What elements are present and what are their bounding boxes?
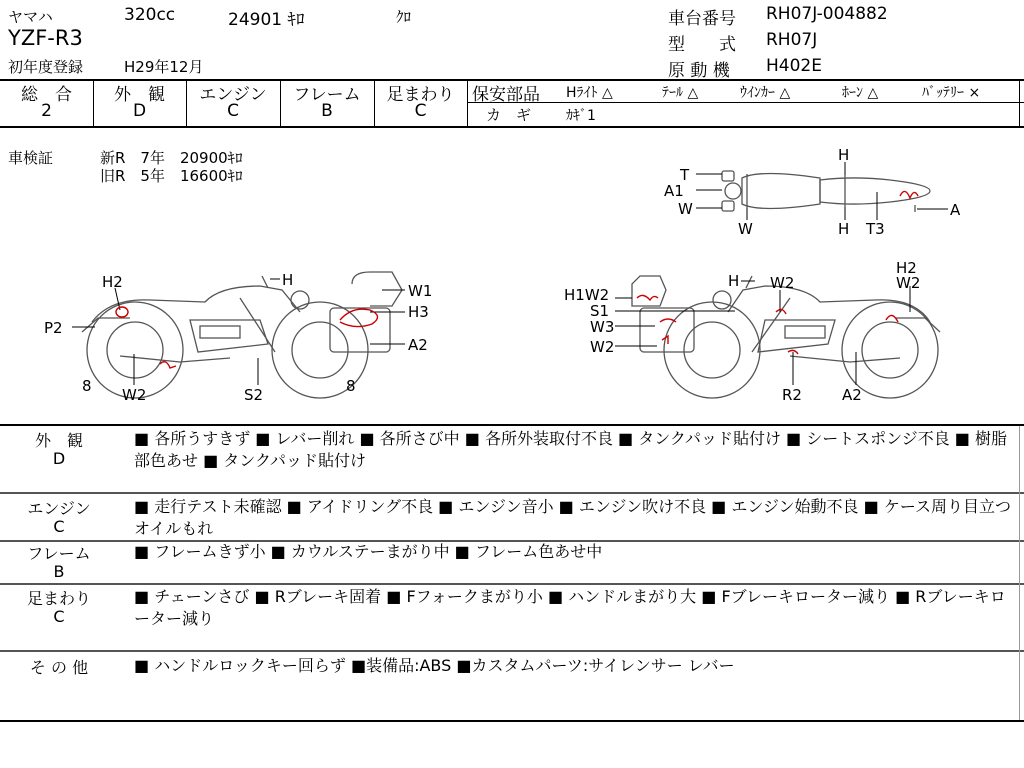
grade-frame-label: フレーム [293,85,361,105]
diagram-label: R2 [782,386,802,404]
diagram-label: W2 [896,274,921,292]
grade-suspension-label: 足まわり [386,85,455,105]
diagram-label: H [728,272,740,290]
diagram-label: H2 [102,273,123,291]
frame-number-value: RH07J-004882 [766,4,888,24]
inspection-label: 車検証 [8,149,54,167]
diagram-label: A [950,201,961,219]
engine-model-label: 原 動 機 [668,61,730,81]
key-label: カ ギ [486,106,532,124]
diagram-label: H2 [896,259,917,277]
inspection-old: 旧R 5年 16600ｷﾛ [100,167,243,185]
diagram-label: 8 [346,377,356,395]
safety-item-tail: ﾃｰﾙ △ [662,85,699,101]
grade-overall-label: 総 合 [21,85,72,105]
safety-item-headlight: Hﾗｲﾄ △ [566,85,613,101]
safety-item-winker: ｳｲﾝｶｰ △ [740,85,791,101]
diagram-label: H [838,146,850,164]
diagram-label: H [838,220,850,238]
type-value: RH07J [766,30,818,50]
diagram-label: T [680,166,690,184]
safety-item-horn: ﾎｰﾝ △ [842,85,879,101]
grade-engine-value: C [227,101,239,121]
section-frame-grade: B [53,562,65,581]
section-other-title: そ の 他 [29,658,89,677]
right-side-bike [632,276,940,398]
diagram-label: 8 [82,377,92,395]
diagram-label: H1W2 [564,286,610,304]
key-value: ｶｷﾞ1 [566,108,596,124]
displacement: 320cc [124,5,176,25]
grade-suspension-value: C [414,101,427,121]
section-engine-grade: C [53,517,65,536]
diagram-label: A2 [842,386,862,404]
type-label: 型 式 [668,35,736,55]
section-engine-text: ■ 走行テスト未確認 ■ アイドリング不良 ■ エンジン音小 ■ エンジン吹け不良 ■ エンジン始動不良 ■ ケース周り目立つオイルもれ [134,497,1012,538]
diagram-label: W [678,200,693,218]
diagram-label: A1 [664,182,684,200]
model-name: YZF-R3 [8,26,83,50]
section-suspension-grade: C [53,607,65,626]
safety-parts-label: 保安部品 [472,85,540,105]
diagram-label: S1 [590,302,610,320]
top-view-bike [722,171,930,212]
color: ｸﾛ [396,8,412,26]
section-exterior-title: 外 観 [34,431,83,450]
diagram-label: W2 [122,386,147,404]
diagram-label: W2 [770,274,795,292]
grade-engine-label: エンジン [199,85,267,105]
section-engine-title: エンジン [27,499,91,518]
inspection-new: 新R 7年 20900ｷﾛ [100,149,243,167]
grade-overall-value: 2 [41,101,52,121]
maker: ヤマハ [8,8,53,26]
safety-item-battery: ﾊﾞｯﾃﾘｰ × [922,85,981,101]
diagram-label: W3 [590,318,615,336]
diagram-label: W2 [590,338,615,356]
grade-exterior-value: D [132,101,147,121]
mileage: 24901 ｷﾛ [228,10,305,30]
diagram-label: A2 [408,336,428,354]
diagram-label: T3 [866,220,885,238]
diagram-label: P2 [44,319,63,337]
diagram-label: W [738,220,753,238]
diagram-label: W1 [408,282,433,300]
first-registration-value: H29年12月 [124,58,204,76]
damage-marks [116,191,921,368]
section-exterior-text: ■ 各所うすきず ■ レバー削れ ■ 各所さび中 ■ 各所外装取付不良 ■ タンクパッド貼付け ■ シートスポンジ不良 ■ 樹脂部色あせ ■ タンクパッド貼付け [134,429,1007,470]
engine-model-value: H402E [766,56,822,76]
diagram-label: S2 [244,386,264,404]
section-suspension-title: 足まわり [26,589,91,608]
section-frame-title: フレーム [27,544,91,563]
section-suspension-text: ■ チェーンさび ■ Rブレーキ固着 ■ Fフォークまがり小 ■ ハンドルまがり大 ■ Fブレーキローター減り ■ Rブレーキローター減り [134,587,1006,628]
section-exterior-grade: D [52,449,66,468]
grade-exterior-label: 外 観 [114,85,165,105]
section-frame-text: ■ フレームきず小 ■ カウルステーまがり中 ■ フレーム色あせ中 [134,542,603,561]
diagram-label: H [282,271,294,289]
section-other-text: ■ ハンドルロックキー回らず ■装備品:ABS ■カスタムパーツ:サイレンサー レバー [134,656,735,675]
first-registration-label: 初年度登録 [8,58,84,76]
frame-number-label: 車台番号 [668,9,736,29]
diagram-label: H3 [408,303,429,321]
grade-frame-value: B [321,101,333,121]
